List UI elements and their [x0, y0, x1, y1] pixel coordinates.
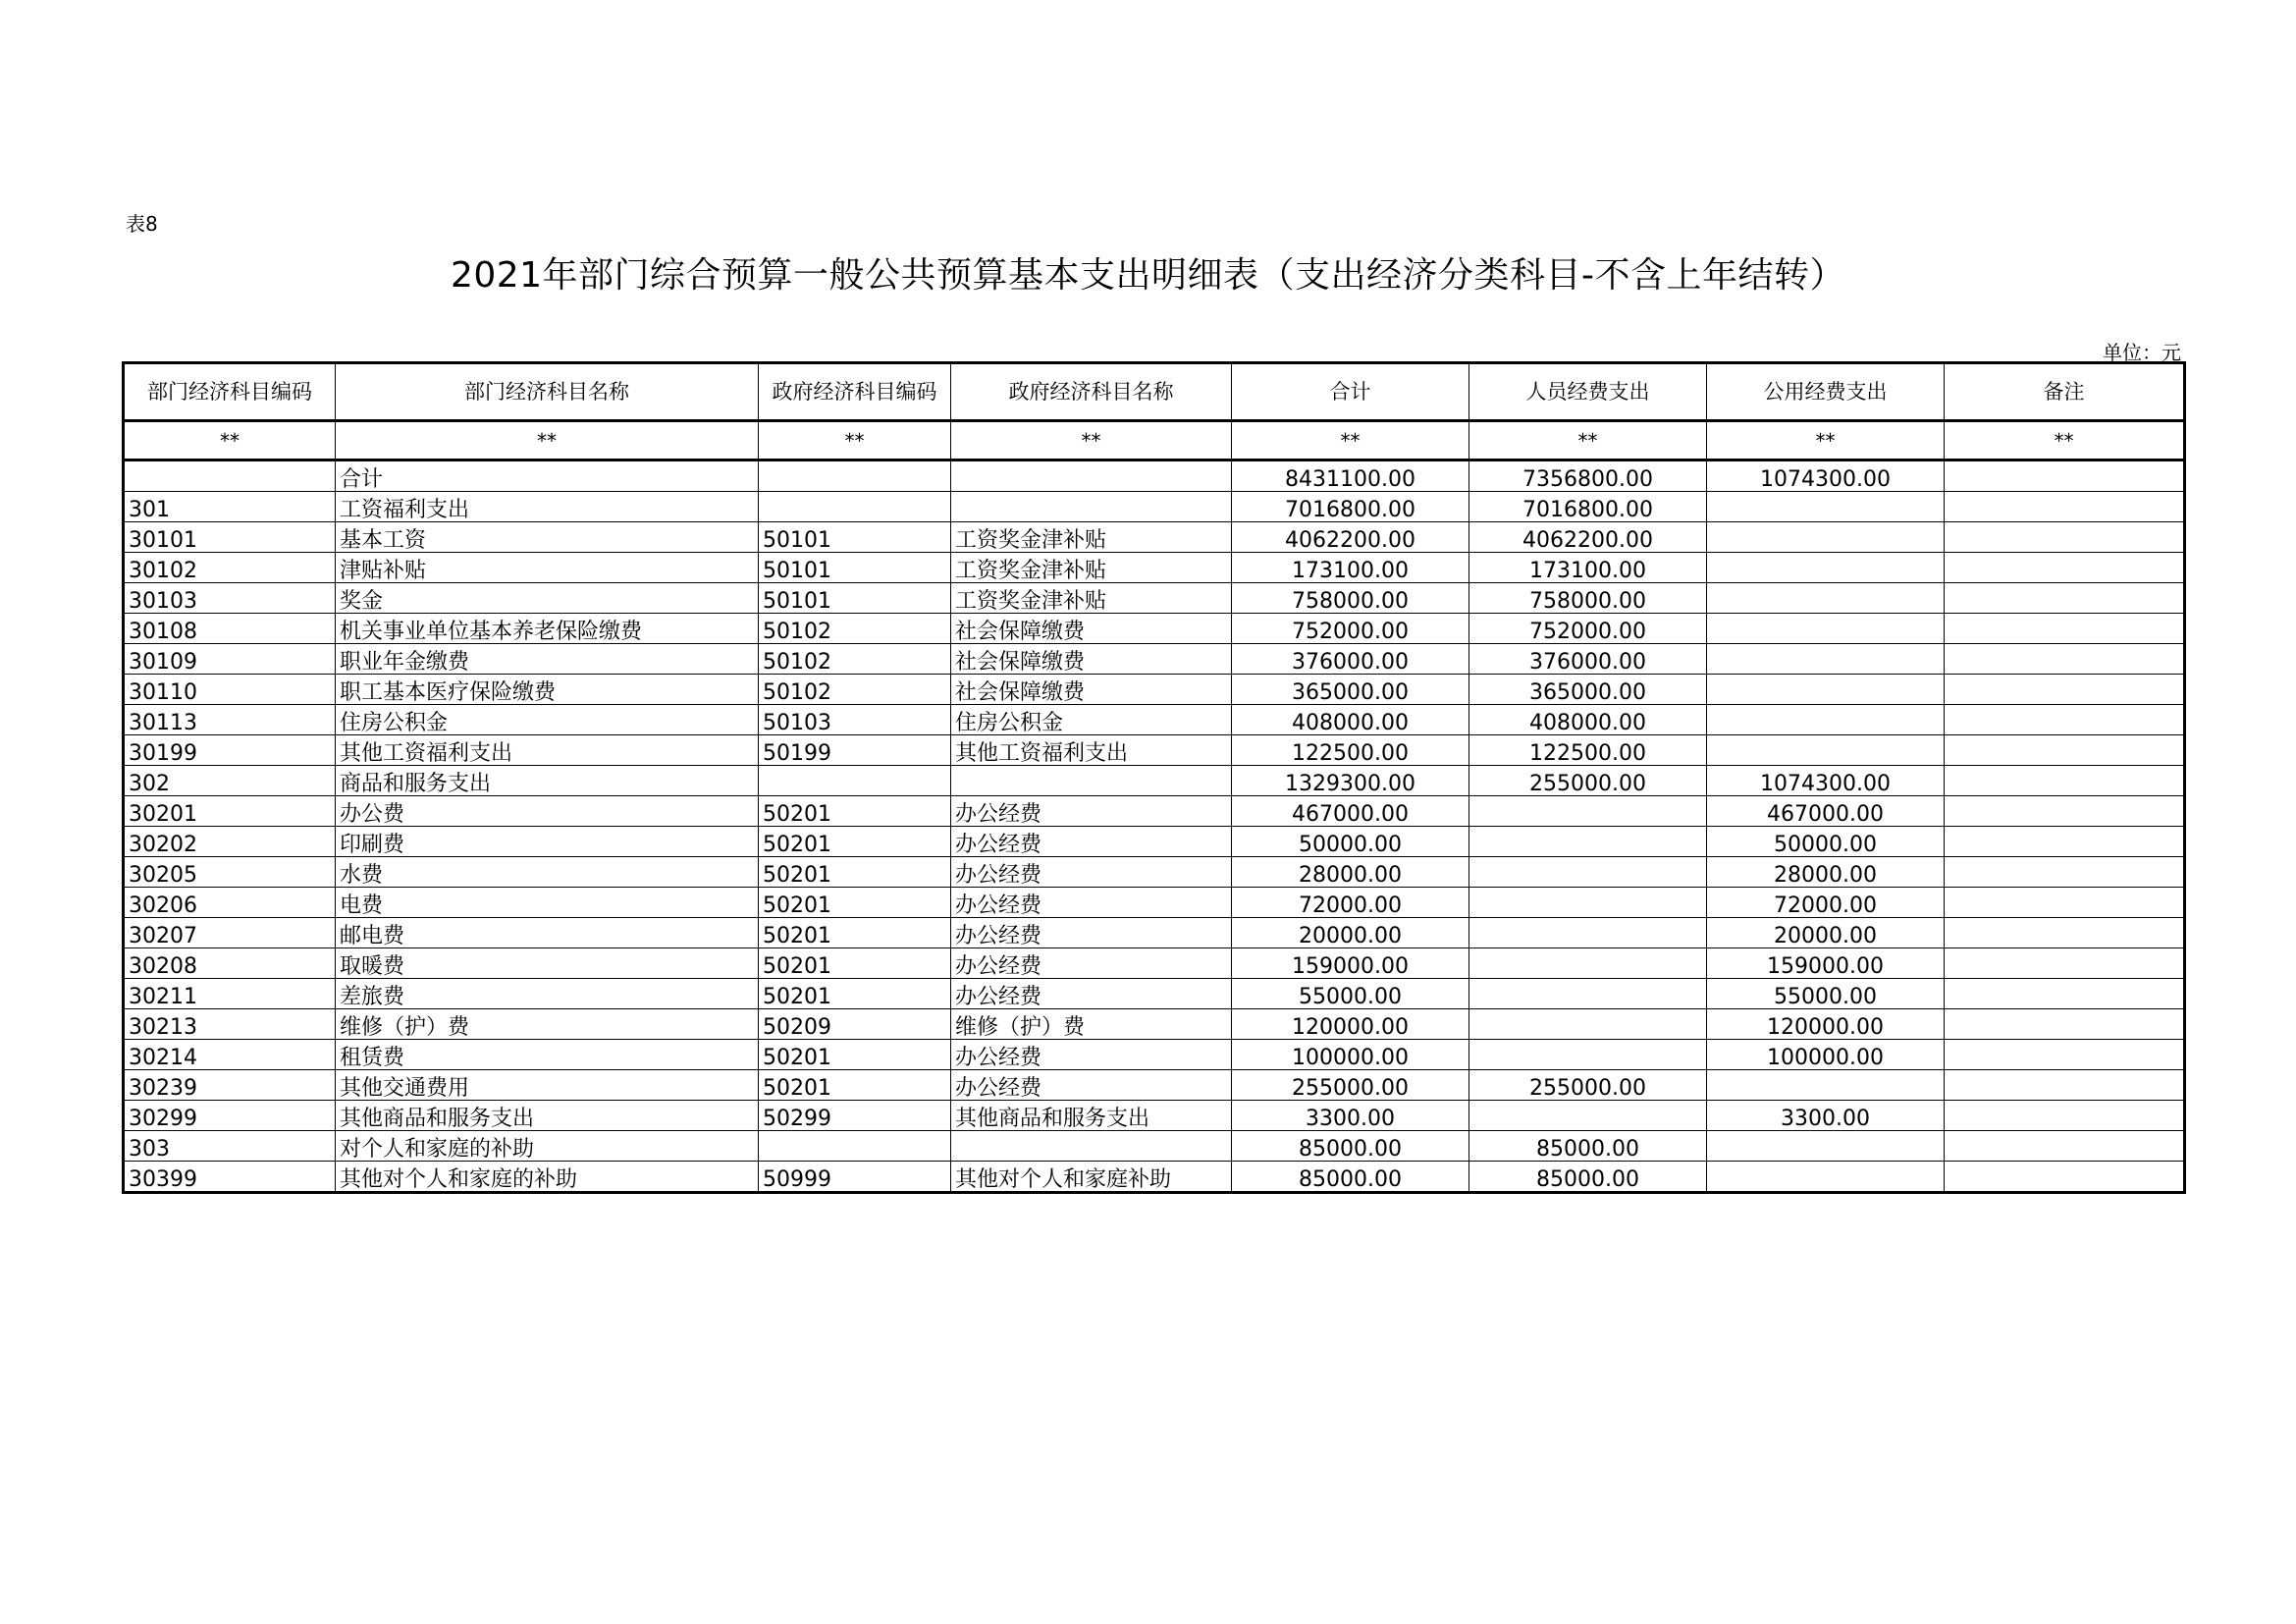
gov-name-cell: 社会保障缴费	[951, 614, 1232, 644]
public-cell	[1707, 644, 1945, 675]
marker-cell: **	[124, 421, 336, 460]
note-cell	[1945, 766, 2185, 796]
gov-name-cell: 办公经费	[951, 1040, 1232, 1070]
marker-row	[124, 421, 2185, 460]
gov-code-cell: 50201	[759, 796, 951, 827]
personnel-cell	[1469, 948, 1707, 979]
total-cell: 28000.00	[1232, 857, 1469, 888]
personnel-cell: 408000.00	[1469, 705, 1707, 735]
total-cell: 173100.00	[1232, 553, 1469, 583]
personnel-cell	[1469, 918, 1707, 948]
dept-code-cell	[124, 460, 336, 492]
note-cell	[1945, 522, 2185, 553]
gov-code-cell: 50102	[759, 644, 951, 675]
note-cell	[1945, 460, 2185, 492]
dept-code-cell: 30201	[124, 796, 336, 827]
table-row	[124, 888, 2185, 918]
gov-code-cell: 50201	[759, 857, 951, 888]
dept-name-cell: 维修（护）费	[336, 1009, 759, 1040]
table-row	[124, 918, 2185, 948]
dept-name-cell: 商品和服务支出	[336, 766, 759, 796]
gov-code-cell: 50201	[759, 888, 951, 918]
personnel-cell	[1469, 1101, 1707, 1131]
personnel-cell: 7356800.00	[1469, 460, 1707, 492]
total-cell: 4062200.00	[1232, 522, 1469, 553]
public-cell: 72000.00	[1707, 888, 1945, 918]
personnel-cell	[1469, 888, 1707, 918]
personnel-cell: 7016800.00	[1469, 492, 1707, 522]
table-number: 表8	[126, 212, 158, 236]
gov-code-cell	[759, 1131, 951, 1162]
dept-code-cell: 30108	[124, 614, 336, 644]
gov-code-cell: 50101	[759, 583, 951, 614]
dept-code-cell: 30208	[124, 948, 336, 979]
total-cell: 376000.00	[1232, 644, 1469, 675]
marker-cell: **	[1469, 421, 1707, 460]
total-cell: 55000.00	[1232, 979, 1469, 1009]
column-header: 公用经费支出	[1707, 363, 1945, 421]
public-cell: 1074300.00	[1707, 460, 1945, 492]
dept-code-cell: 30299	[124, 1101, 336, 1131]
dept-name-cell: 住房公积金	[336, 705, 759, 735]
note-cell	[1945, 1162, 2185, 1193]
table-row	[124, 1101, 2185, 1131]
personnel-cell: 4062200.00	[1469, 522, 1707, 553]
dept-code-cell: 30113	[124, 705, 336, 735]
total-cell: 85000.00	[1232, 1162, 1469, 1193]
gov-name-cell: 办公经费	[951, 796, 1232, 827]
dept-name-cell: 机关事业单位基本养老保险缴费	[336, 614, 759, 644]
dept-name-cell: 合计	[336, 460, 759, 492]
column-header: 合计	[1232, 363, 1469, 421]
dept-code-cell: 30211	[124, 979, 336, 1009]
marker-cell: **	[336, 421, 759, 460]
dept-code-cell: 30110	[124, 675, 336, 705]
dept-name-cell: 其他商品和服务支出	[336, 1101, 759, 1131]
dept-code-cell: 30101	[124, 522, 336, 553]
table-row	[124, 1162, 2185, 1193]
dept-code-cell: 30103	[124, 583, 336, 614]
dept-code-cell: 30206	[124, 888, 336, 918]
total-cell: 120000.00	[1232, 1009, 1469, 1040]
column-header: 部门经济科目编码	[124, 363, 336, 421]
gov-name-cell: 办公经费	[951, 918, 1232, 948]
personnel-cell: 85000.00	[1469, 1131, 1707, 1162]
column-header: 部门经济科目名称	[336, 363, 759, 421]
gov-code-cell: 50201	[759, 918, 951, 948]
dept-code-cell: 30109	[124, 644, 336, 675]
total-cell: 100000.00	[1232, 1040, 1469, 1070]
gov-code-cell: 50201	[759, 948, 951, 979]
column-header: 政府经济科目名称	[951, 363, 1232, 421]
public-cell: 3300.00	[1707, 1101, 1945, 1131]
gov-name-cell	[951, 460, 1232, 492]
table-row	[124, 460, 2185, 492]
note-cell	[1945, 918, 2185, 948]
table-row	[124, 1070, 2185, 1101]
personnel-cell: 376000.00	[1469, 644, 1707, 675]
total-cell: 752000.00	[1232, 614, 1469, 644]
personnel-cell	[1469, 1009, 1707, 1040]
gov-name-cell: 办公经费	[951, 857, 1232, 888]
note-cell	[1945, 614, 2185, 644]
total-cell: 3300.00	[1232, 1101, 1469, 1131]
total-cell: 255000.00	[1232, 1070, 1469, 1101]
gov-name-cell	[951, 766, 1232, 796]
table-row	[124, 948, 2185, 979]
table-row	[124, 796, 2185, 827]
total-cell: 467000.00	[1232, 796, 1469, 827]
gov-code-cell: 50999	[759, 1162, 951, 1193]
gov-name-cell: 其他工资福利支出	[951, 735, 1232, 766]
personnel-cell: 173100.00	[1469, 553, 1707, 583]
note-cell	[1945, 1131, 2185, 1162]
gov-name-cell: 住房公积金	[951, 705, 1232, 735]
public-cell	[1707, 492, 1945, 522]
dept-name-cell: 基本工资	[336, 522, 759, 553]
note-cell	[1945, 979, 2185, 1009]
public-cell: 50000.00	[1707, 827, 1945, 857]
note-cell	[1945, 1040, 2185, 1070]
table-row	[124, 827, 2185, 857]
note-cell	[1945, 705, 2185, 735]
public-cell: 100000.00	[1707, 1040, 1945, 1070]
total-cell: 50000.00	[1232, 827, 1469, 857]
personnel-cell	[1469, 1040, 1707, 1070]
dept-code-cell: 30205	[124, 857, 336, 888]
note-cell	[1945, 553, 2185, 583]
total-cell: 365000.00	[1232, 675, 1469, 705]
personnel-cell	[1469, 827, 1707, 857]
public-cell	[1707, 614, 1945, 644]
dept-name-cell: 其他工资福利支出	[336, 735, 759, 766]
dept-name-cell: 印刷费	[336, 827, 759, 857]
gov-code-cell: 50102	[759, 614, 951, 644]
personnel-cell	[1469, 857, 1707, 888]
marker-cell: **	[951, 421, 1232, 460]
public-cell	[1707, 1070, 1945, 1101]
public-cell	[1707, 522, 1945, 553]
marker-cell: **	[759, 421, 951, 460]
dept-name-cell: 租赁费	[336, 1040, 759, 1070]
total-cell: 20000.00	[1232, 918, 1469, 948]
total-cell: 7016800.00	[1232, 492, 1469, 522]
total-cell: 758000.00	[1232, 583, 1469, 614]
unit-label: 单位：元	[2103, 341, 2181, 364]
gov-code-cell: 50299	[759, 1101, 951, 1131]
note-cell	[1945, 675, 2185, 705]
dept-code-cell: 303	[124, 1131, 336, 1162]
gov-code-cell: 50209	[759, 1009, 951, 1040]
dept-name-cell: 差旅费	[336, 979, 759, 1009]
marker-cell: **	[1707, 421, 1945, 460]
table-row	[124, 553, 2185, 583]
dept-code-cell: 30399	[124, 1162, 336, 1193]
personnel-cell	[1469, 796, 1707, 827]
note-cell	[1945, 827, 2185, 857]
gov-code-cell: 50101	[759, 522, 951, 553]
dept-code-cell: 30239	[124, 1070, 336, 1101]
table-row	[124, 979, 2185, 1009]
public-cell: 467000.00	[1707, 796, 1945, 827]
page-title: 2021年部门综合预算一般公共预算基本支出明细表（支出经济分类科目-不含上年结转）	[450, 255, 1846, 296]
gov-code-cell	[759, 492, 951, 522]
personnel-cell: 85000.00	[1469, 1162, 1707, 1193]
dept-name-cell: 其他对个人和家庭的补助	[336, 1162, 759, 1193]
dept-name-cell: 职工基本医疗保险缴费	[336, 675, 759, 705]
public-cell	[1707, 735, 1945, 766]
gov-code-cell: 50201	[759, 827, 951, 857]
marker-cell: **	[1945, 421, 2185, 460]
personnel-cell: 752000.00	[1469, 614, 1707, 644]
public-cell	[1707, 1162, 1945, 1193]
personnel-cell	[1469, 979, 1707, 1009]
gov-code-cell: 50102	[759, 675, 951, 705]
gov-name-cell: 其他商品和服务支出	[951, 1101, 1232, 1131]
column-header: 人员经费支出	[1469, 363, 1707, 421]
marker-cell: **	[1232, 421, 1469, 460]
public-cell: 159000.00	[1707, 948, 1945, 979]
dept-code-cell: 30202	[124, 827, 336, 857]
gov-name-cell: 工资奖金津补贴	[951, 553, 1232, 583]
gov-name-cell: 办公经费	[951, 827, 1232, 857]
gov-code-cell: 50201	[759, 979, 951, 1009]
gov-name-cell: 办公经费	[951, 888, 1232, 918]
gov-name-cell: 办公经费	[951, 979, 1232, 1009]
personnel-cell: 758000.00	[1469, 583, 1707, 614]
public-cell	[1707, 553, 1945, 583]
table-row	[124, 522, 2185, 553]
gov-code-cell	[759, 766, 951, 796]
table-row	[124, 675, 2185, 705]
public-cell: 20000.00	[1707, 918, 1945, 948]
total-cell: 408000.00	[1232, 705, 1469, 735]
gov-name-cell: 其他对个人和家庭补助	[951, 1162, 1232, 1193]
dept-name-cell: 职业年金缴费	[336, 644, 759, 675]
gov-name-cell: 社会保障缴费	[951, 644, 1232, 675]
dept-name-cell: 津贴补贴	[336, 553, 759, 583]
column-header: 备注	[1945, 363, 2185, 421]
note-cell	[1945, 888, 2185, 918]
table-body	[124, 460, 2185, 1193]
note-cell	[1945, 583, 2185, 614]
dept-code-cell: 302	[124, 766, 336, 796]
personnel-cell: 255000.00	[1469, 766, 1707, 796]
dept-name-cell: 其他交通费用	[336, 1070, 759, 1101]
note-cell	[1945, 948, 2185, 979]
note-cell	[1945, 735, 2185, 766]
dept-name-cell: 邮电费	[336, 918, 759, 948]
personnel-cell: 255000.00	[1469, 1070, 1707, 1101]
total-cell: 85000.00	[1232, 1131, 1469, 1162]
note-cell	[1945, 1009, 2185, 1040]
total-cell: 72000.00	[1232, 888, 1469, 918]
public-cell	[1707, 705, 1945, 735]
table-row	[124, 1040, 2185, 1070]
table-row	[124, 614, 2185, 644]
dept-code-cell: 301	[124, 492, 336, 522]
total-cell: 8431100.00	[1232, 460, 1469, 492]
total-cell: 159000.00	[1232, 948, 1469, 979]
table-row	[124, 492, 2185, 522]
gov-name-cell: 社会保障缴费	[951, 675, 1232, 705]
gov-code-cell: 50103	[759, 705, 951, 735]
dept-code-cell: 30214	[124, 1040, 336, 1070]
budget-table	[122, 361, 2186, 1194]
public-cell: 55000.00	[1707, 979, 1945, 1009]
column-header: 政府经济科目编码	[759, 363, 951, 421]
dept-name-cell: 工资福利支出	[336, 492, 759, 522]
dept-code-cell: 30199	[124, 735, 336, 766]
gov-code-cell: 50101	[759, 553, 951, 583]
gov-code-cell: 50201	[759, 1070, 951, 1101]
gov-name-cell: 办公经费	[951, 948, 1232, 979]
public-cell	[1707, 675, 1945, 705]
gov-name-cell: 办公经费	[951, 1070, 1232, 1101]
dept-code-cell: 30213	[124, 1009, 336, 1040]
table-row	[124, 644, 2185, 675]
table-row	[124, 705, 2185, 735]
table-row	[124, 1009, 2185, 1040]
note-cell	[1945, 1070, 2185, 1101]
public-cell: 120000.00	[1707, 1009, 1945, 1040]
personnel-cell: 122500.00	[1469, 735, 1707, 766]
gov-code-cell	[759, 460, 951, 492]
dept-name-cell: 对个人和家庭的补助	[336, 1131, 759, 1162]
note-cell	[1945, 796, 2185, 827]
public-cell	[1707, 583, 1945, 614]
gov-name-cell: 工资奖金津补贴	[951, 583, 1232, 614]
gov-code-cell: 50201	[759, 1040, 951, 1070]
gov-name-cell: 维修（护）费	[951, 1009, 1232, 1040]
dept-name-cell: 奖金	[336, 583, 759, 614]
gov-name-cell: 工资奖金津补贴	[951, 522, 1232, 553]
dept-name-cell: 取暖费	[336, 948, 759, 979]
note-cell	[1945, 1101, 2185, 1131]
dept-code-cell: 30102	[124, 553, 336, 583]
dept-name-cell: 电费	[336, 888, 759, 918]
dept-name-cell: 水费	[336, 857, 759, 888]
gov-code-cell: 50199	[759, 735, 951, 766]
total-cell: 122500.00	[1232, 735, 1469, 766]
gov-name-cell	[951, 492, 1232, 522]
personnel-cell: 365000.00	[1469, 675, 1707, 705]
gov-name-cell	[951, 1131, 1232, 1162]
note-cell	[1945, 857, 2185, 888]
note-cell	[1945, 492, 2185, 522]
table-row	[124, 735, 2185, 766]
dept-name-cell: 办公费	[336, 796, 759, 827]
table-row	[124, 766, 2185, 796]
table-row	[124, 583, 2185, 614]
public-cell	[1707, 1131, 1945, 1162]
table-row	[124, 857, 2185, 888]
table-row	[124, 1131, 2185, 1162]
public-cell: 1074300.00	[1707, 766, 1945, 796]
public-cell: 28000.00	[1707, 857, 1945, 888]
header-row	[124, 363, 2185, 421]
dept-code-cell: 30207	[124, 918, 336, 948]
note-cell	[1945, 644, 2185, 675]
total-cell: 1329300.00	[1232, 766, 1469, 796]
